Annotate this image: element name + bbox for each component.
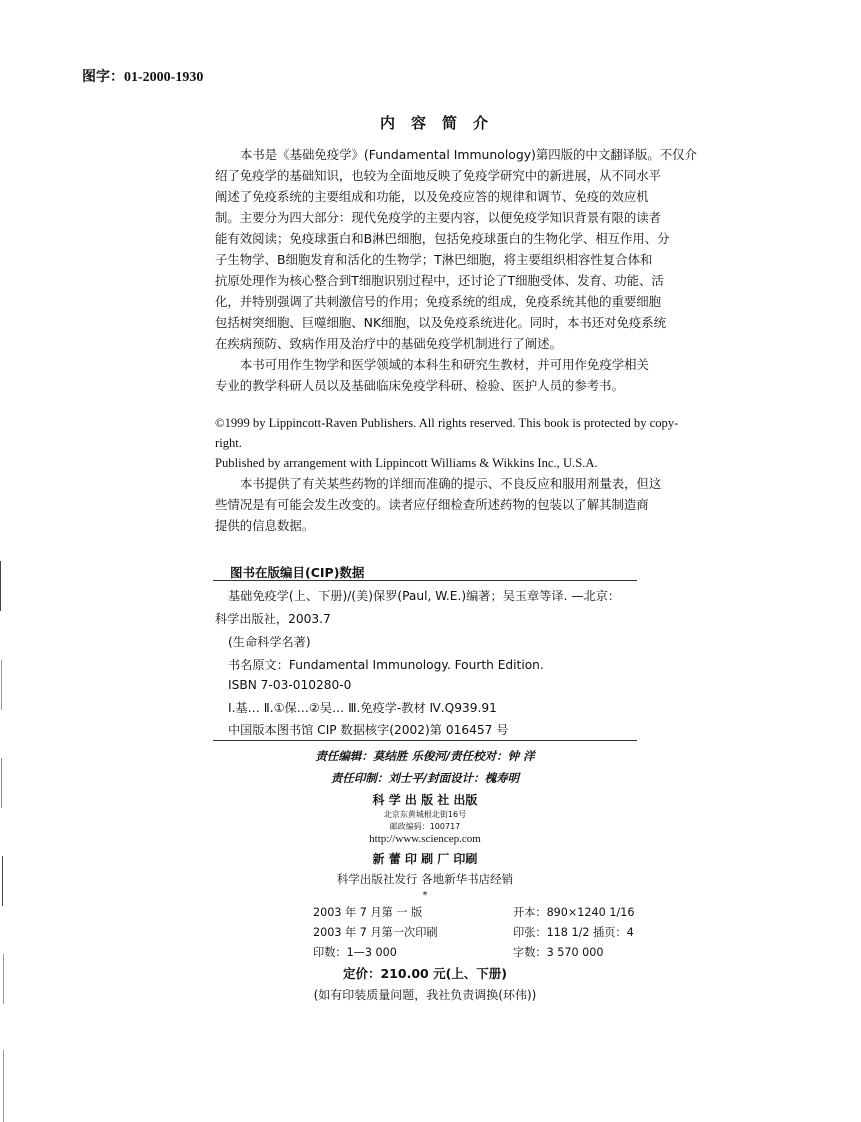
price-line: 定价：210.00 元(上、下册) xyxy=(342,966,507,981)
cip-entry-line-1: 基础免疫学(上、下册)/(美)保罗(Paul, W.E.)编著；吴玉章等译. —北京： xyxy=(228,589,621,603)
summary-paragraph-1 xyxy=(215,144,697,354)
summary-paragraph-2 xyxy=(215,354,685,396)
separator-asterisk: * xyxy=(422,890,428,901)
scan-edge-mark xyxy=(2,856,3,906)
scan-edge-mark xyxy=(1,758,2,808)
publisher-website: http://www.sciencep.com xyxy=(369,833,481,845)
summary-title: 内容简介 xyxy=(380,114,505,132)
scan-edge-mark xyxy=(3,1050,4,1122)
detail-row xyxy=(313,902,663,922)
cip-entry-line-2: 科学出版社，2003.7 xyxy=(215,612,331,626)
text-line: right. xyxy=(215,436,242,450)
text-line: 抗原处理作为核心整合到T细胞识别过程中，还讨论了T细胞受体、发育、功能、活 xyxy=(215,273,664,288)
arrangement-line: Published by arrangement with Lippincott Williams & Wikkins Inc., U.S.A. xyxy=(215,456,598,470)
text-line: 子生物学、B细胞发育和活化的生物学；T淋巴细胞，将主要组织相容性复合体和 xyxy=(215,252,653,267)
detail-row xyxy=(313,942,663,962)
text-line: 些情况是有可能会发生改变的。读者应仔细检查所述药物的包装以了解其制造商 xyxy=(215,497,649,512)
copyright-notice xyxy=(215,413,685,473)
format-info: 开本：890×1240 1/16 xyxy=(513,906,635,919)
scan-edge-mark xyxy=(0,561,1,611)
publisher-postcode: 邮政编码：100717 xyxy=(389,822,461,831)
text-line: 本书可用作生物学和医学领域的本科生和研究生教材，并可用作免疫学相关 xyxy=(240,357,649,372)
text-line: 在疾病预防、致病作用及治疗中的基础免疫学机制进行了阐述。 xyxy=(215,336,562,351)
text-line: 本书提供了有关某些药物的详细而准确的提示、不良反应和服用剂量表，但这 xyxy=(240,476,662,491)
text-line: 专业的教学科研人员以及基础临床免疫学科研、检验、医护人员的参考书。 xyxy=(215,378,624,393)
disclaimer-paragraph xyxy=(215,473,685,536)
quality-notice: (如有印装质量问题，我社负责调换(环伟)) xyxy=(313,988,537,1002)
word-count-info: 字数：3 570 000 xyxy=(513,946,604,959)
printing-info: 2003 年 7 月第一次印刷 xyxy=(313,926,438,939)
cip-heading: 图书在版编目(CIP)数据 xyxy=(230,565,365,580)
detail-row xyxy=(313,922,663,942)
publisher-address: 北京东黄城根北街16号 xyxy=(383,810,467,819)
editors-credit: 责任编辑：莫结胜 乐俊河/责任校对：钟 洋 xyxy=(315,749,535,763)
text-line: 本书是《基础免疫学》(Fundamental Immunology)第四版的中文翻译版。不仅介 xyxy=(240,147,697,162)
scan-edge-mark xyxy=(3,954,4,1004)
sheets-info: 印张：118 1/2 插页：4 xyxy=(513,926,634,939)
text-line: 阐述了免疫系统的主要组成和功能，以及免疫应答的规律和调节、免疫的效应机 xyxy=(215,189,649,204)
printer-line: 新 蕾 印 刷 厂 印刷 xyxy=(372,852,478,866)
text-line: ©1999 by Lippincott-Raven Publishers. All rights reserved. This book is protected by copy- xyxy=(215,416,679,430)
cip-record-number: 中国版本图书馆 CIP 数据核字(2002)第 016457 号 xyxy=(228,723,509,737)
cip-original-title: 书名原文：Fundamental Immunology. Fourth Edition. xyxy=(228,658,544,672)
print-run-info: 印数：1—3 000 xyxy=(313,946,397,959)
cip-top-rule xyxy=(213,580,637,581)
text-line: 制。主要分为四大部分：现代免疫学的主要内容，以便免疫学知识背景有限的读者 xyxy=(215,210,662,225)
scan-edge-mark xyxy=(1,660,2,710)
copyright-registration-number: 图字：01-2000-1930 xyxy=(82,70,204,85)
production-credit: 责任印制：刘士平/封面设计：槐寿明 xyxy=(330,771,520,785)
text-line: 绍了免疫学的基础知识，也较为全面地反映了免疫学研究中的新进展，从不同水平 xyxy=(215,168,662,183)
text-line: 包括树突细胞、巨噬细胞、NK细胞，以及免疫系统进化。同时，本书还对免疫系统 xyxy=(215,315,667,330)
cip-classification: Ⅰ.基… Ⅱ.①保…②吴… Ⅲ.免疫学-教材 Ⅳ.Q939.91 xyxy=(228,701,497,715)
cip-series: (生命科学名著) xyxy=(228,635,311,649)
distribution-line: 科学出版社发行 各地新华书店经销 xyxy=(336,872,514,886)
text-line: 能有效阅读；免疫球蛋白和B淋巴细胞，包括免疫球蛋白的生物化学、相互作用、分 xyxy=(215,231,670,246)
text-line: 提供的信息数据。 xyxy=(215,518,315,533)
edition-info: 2003 年 7 月第 一 版 xyxy=(313,906,423,919)
publication-details xyxy=(313,902,663,962)
text-line: 化，并特别强调了共刺激信号的作用；免疫系统的组成，免疫系统其他的重要细胞 xyxy=(215,294,662,309)
cip-isbn: ISBN 7-03-010280-0 xyxy=(228,678,352,692)
publisher-line: 科 学 出 版 社 出版 xyxy=(372,793,478,807)
cip-bottom-rule xyxy=(213,740,637,741)
